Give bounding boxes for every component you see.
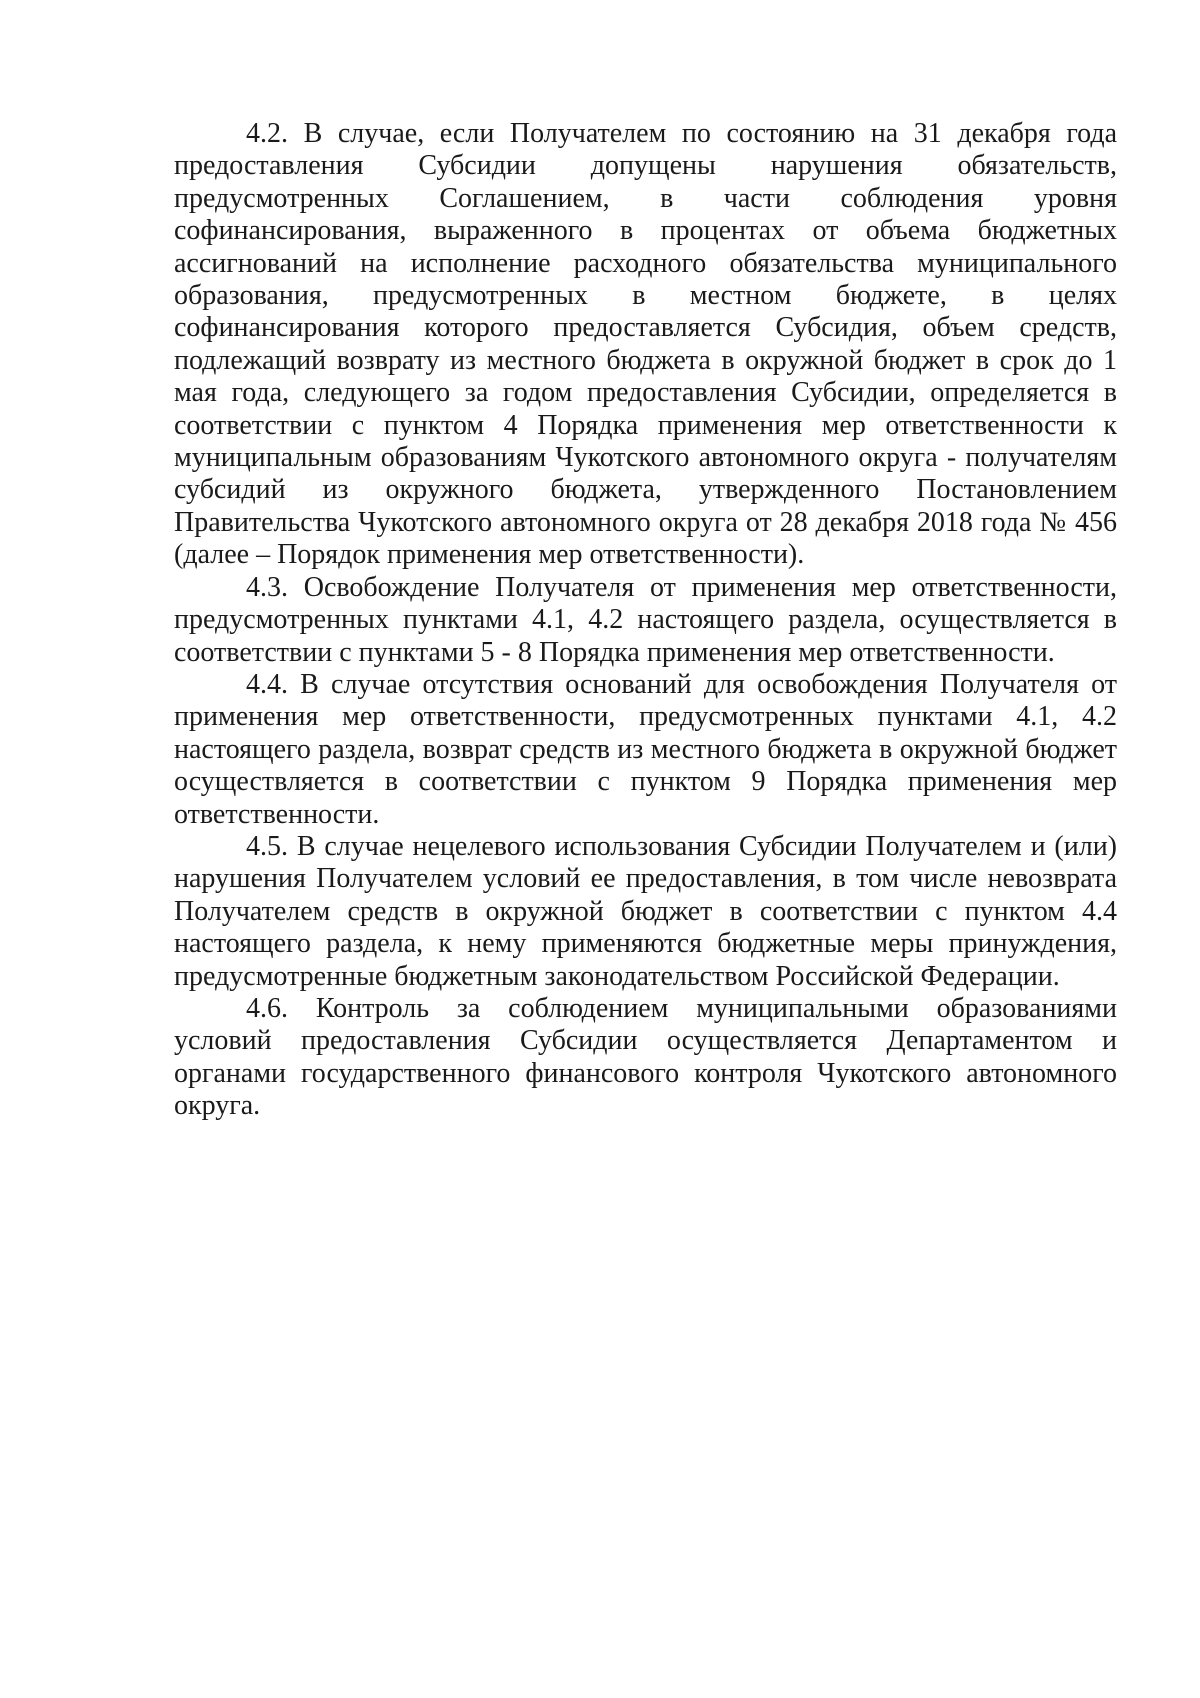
paragraph-4-2: 4.2. В случае, если Получателем по состоянию на 31 декабря года предоставления Субсидии допущены нарушения обязательств, предусмотренных Соглашением, в части соблюдения уровня софинансирования, выраженного в процентах от объема бюджетных ассигнований на исполнение расходного обязательства муниципального образования, предусмотренных в местном бюджете, в целях софинансирования которого предоставляется Субсидия, объем средств, подлежащий возврату из местного бюджета в окружной бюджет в срок до 1 мая года, следующего за годом предоставления Субсидии, определяется в соответствии с пунктом 4 Порядка применения мер ответственности к муниципальным образованиям Чукотского автономного округа - получателям субсидий из окружного бюджета, утвержденного Постановлением Правительства Чукотского автономного округа от 28 декабря 2018 года № 456 (далее – Порядок применения мер ответственности). <box>174 118 1117 571</box>
paragraph-4-3: 4.3. Освобождение Получателя от применения мер ответственности, предусмотренных пунктами 4.1, 4.2 настоящего раздела, осуществляется в соответствии с пунктами 5 - 8 Порядка применения мер ответственности. <box>174 571 1117 668</box>
paragraph-4-5: 4.5. В случае нецелевого использования Субсидии Получателем и (или) нарушения Получателем условий ее предоставления, в том числе невозврата Получателем средств в окружной бюджет в соответствии с пунктом 4.4 настоящего раздела, к нему применяются бюджетные меры принуждения, предусмотренные бюджетным законодательством Российской Федерации. <box>174 830 1117 992</box>
paragraph-4-6: 4.6. Контроль за соблюдением муниципальными образованиями условий предоставления Субсидии осуществляется Департаментом и органами государственного финансового контроля Чукотского автономного округа. <box>174 992 1117 1122</box>
document-body <box>174 118 1117 1123</box>
paragraph-4-4: 4.4. В случае отсутствия оснований для освобождения Получателя от применения мер ответственности, предусмотренных пунктами 4.1, 4.2 настоящего раздела, возврат средств из местного бюджета в окружной бюджет осуществляется в соответствии с пунктом 9 Порядка применения мер ответственности. <box>174 668 1117 830</box>
